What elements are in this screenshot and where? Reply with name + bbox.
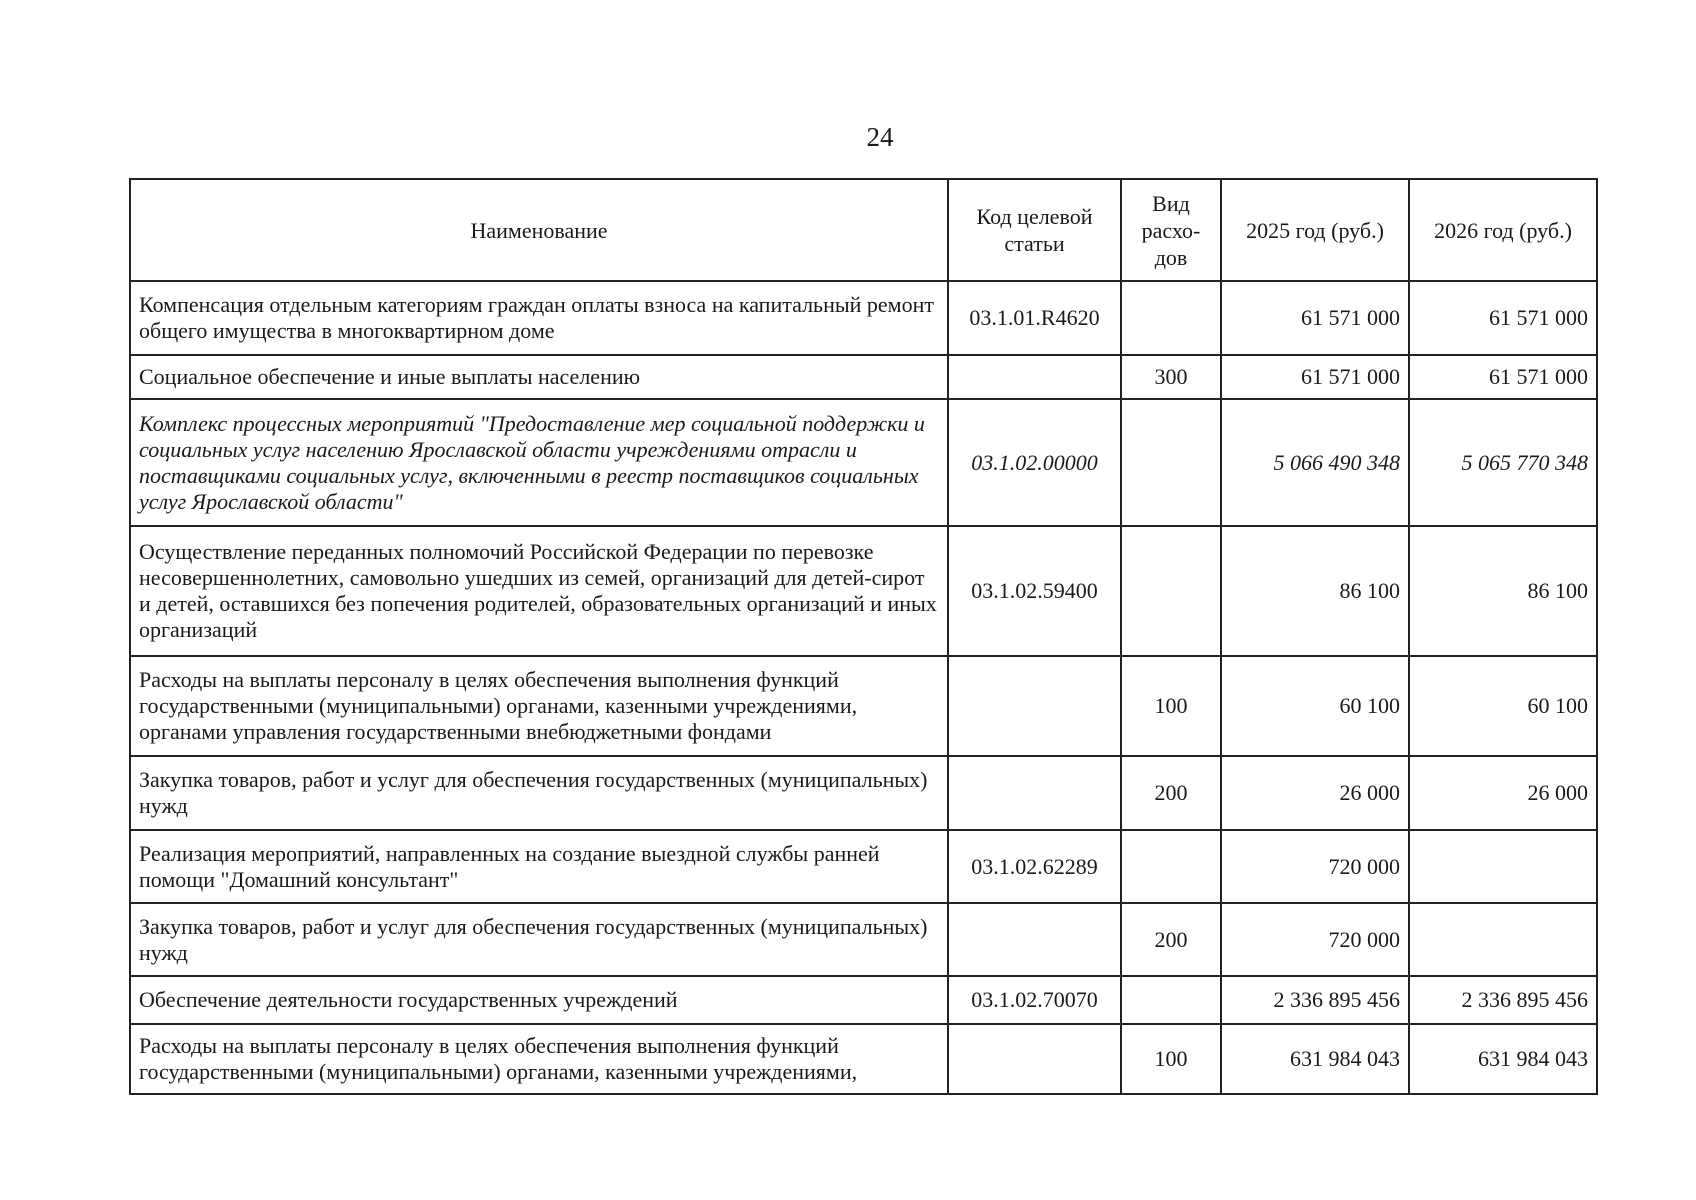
row-amount-2025: 26 000: [1221, 756, 1409, 830]
row-amount-2025: 2 336 895 456: [1221, 976, 1409, 1024]
row-amount-2025: 86 100: [1221, 526, 1409, 656]
row-amount-2026: [1409, 830, 1597, 903]
row-name: Расходы на выплаты персоналу в целях обеспечения выполнения функций государственными (муниципальными) органами, казенными учреждениями,: [130, 1024, 948, 1094]
row-amount-2026: 26 000: [1409, 756, 1597, 830]
row-amount-2026: 86 100: [1409, 526, 1597, 656]
table-row: [130, 355, 1597, 399]
row-kind: [1121, 281, 1221, 355]
table-row: [130, 830, 1597, 903]
row-amount-2025: 61 571 000: [1221, 281, 1409, 355]
row-code: 03.1.02.62289: [948, 830, 1121, 903]
row-amount-2026: 61 571 000: [1409, 281, 1597, 355]
row-kind: 200: [1121, 756, 1221, 830]
row-kind: 100: [1121, 1024, 1221, 1094]
row-code: [948, 656, 1121, 756]
row-kind: [1121, 830, 1221, 903]
row-amount-2026: 61 571 000: [1409, 355, 1597, 399]
header-code: Код целевой статьи: [948, 179, 1121, 281]
row-kind: 100: [1121, 656, 1221, 756]
row-name: Закупка товаров, работ и услуг для обеспечения государственных (муниципальных) нужд: [130, 756, 948, 830]
header-year-2026: 2026 год (руб.): [1409, 179, 1597, 281]
row-name: Комплекс процессных мероприятий "Предоставление мер социальной поддержки и социальных услуг населению Ярославской области учреждениями отрасли и поставщиками социальных услуг, включенными в реестр поставщиков социальных услуг Ярославской области": [130, 399, 948, 526]
row-amount-2025: 60 100: [1221, 656, 1409, 756]
row-name: Компенсация отдельным категориям граждан оплаты взноса на капитальный ремонт общего имущества в многоквартирном доме: [130, 281, 948, 355]
table-row: [130, 756, 1597, 830]
row-code: [948, 355, 1121, 399]
row-code: [948, 1024, 1121, 1094]
row-amount-2025: 61 571 000: [1221, 355, 1409, 399]
row-kind: 300: [1121, 355, 1221, 399]
row-kind: [1121, 526, 1221, 656]
header-name: Наименование: [130, 179, 948, 281]
row-name: Осуществление переданных полномочий Российской Федерации по перевозке несовершеннолетних, самовольно ушедших из семей, организаций для детей-сирот и детей, оставшихся без попечения родителей, образовательных организаций и иных организаций: [130, 526, 948, 656]
page-number: 24: [866, 122, 894, 152]
row-amount-2026: 60 100: [1409, 656, 1597, 756]
budget-table: [129, 178, 1598, 1095]
row-code: 03.1.01.R4620: [948, 281, 1121, 355]
row-code: 03.1.02.70070: [948, 976, 1121, 1024]
row-amount-2026: [1409, 903, 1597, 976]
row-amount-2026: 2 336 895 456: [1409, 976, 1597, 1024]
row-code: [948, 903, 1121, 976]
table-row: [130, 281, 1597, 355]
row-amount-2025: 720 000: [1221, 903, 1409, 976]
table-row: [130, 656, 1597, 756]
header-kind: Вид расхо-дов: [1121, 179, 1221, 281]
table-row: [130, 526, 1597, 656]
row-name: Обеспечение деятельности государственных учреждений: [130, 976, 948, 1024]
table-row: [130, 1024, 1597, 1094]
row-kind: [1121, 976, 1221, 1024]
row-name: Социальное обеспечение и иные выплаты населению: [130, 355, 948, 399]
table-row: [130, 399, 1597, 526]
row-name: Закупка товаров, работ и услуг для обеспечения государственных (муниципальных) нужд: [130, 903, 948, 976]
row-code: 03.1.02.00000: [948, 399, 1121, 526]
row-amount-2026: 5 065 770 348: [1409, 399, 1597, 526]
header-year-2025: 2025 год (руб.): [1221, 179, 1409, 281]
row-amount-2025: 631 984 043: [1221, 1024, 1409, 1094]
table-header-row: [130, 179, 1597, 281]
row-amount-2025: 720 000: [1221, 830, 1409, 903]
row-name: Расходы на выплаты персоналу в целях обеспечения выполнения функций государственными (муниципальными) органами, казенными учреждениями, органами управления государственными внебюджетными фондами: [130, 656, 948, 756]
table-row: [130, 903, 1597, 976]
row-amount-2025: 5 066 490 348: [1221, 399, 1409, 526]
row-kind: 200: [1121, 903, 1221, 976]
row-name: Реализация мероприятий, направленных на создание выездной службы ранней помощи "Домашний консультант": [130, 830, 948, 903]
row-kind: [1121, 399, 1221, 526]
row-code: 03.1.02.59400: [948, 526, 1121, 656]
table-row: [130, 976, 1597, 1024]
row-code: [948, 756, 1121, 830]
row-amount-2026: 631 984 043: [1409, 1024, 1597, 1094]
